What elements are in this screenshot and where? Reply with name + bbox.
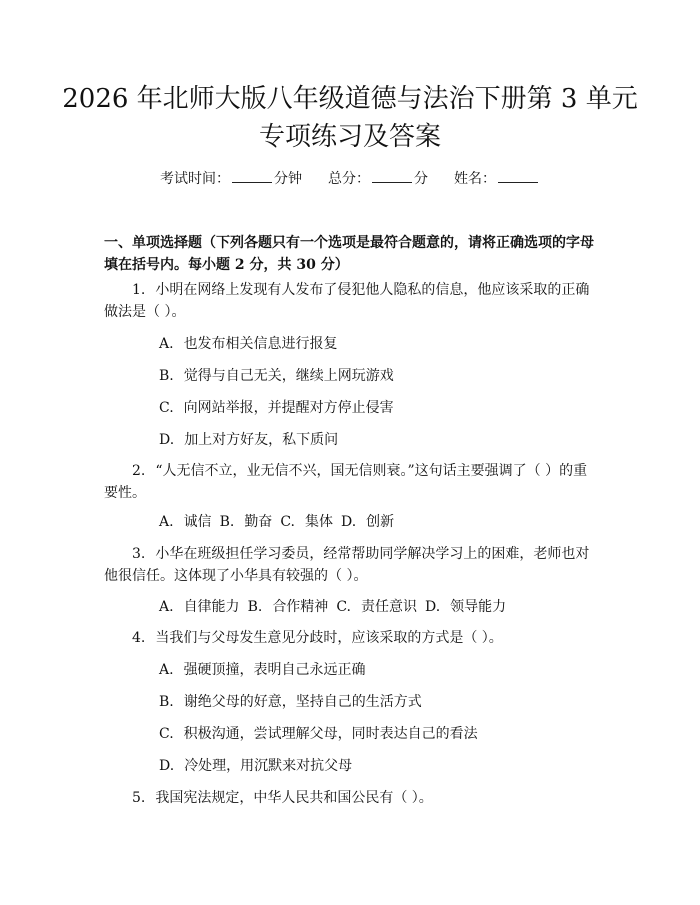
option-letter: C. xyxy=(280,514,295,530)
option-4a xyxy=(159,660,640,680)
option-letter: C. xyxy=(159,726,174,742)
option-text: 诚信 xyxy=(183,514,212,530)
option-4c xyxy=(159,724,640,744)
option-letter: B. xyxy=(159,368,174,384)
option-letter: D. xyxy=(424,599,441,615)
question-number: 4. xyxy=(132,630,146,646)
total-score xyxy=(328,170,428,188)
option-3a xyxy=(159,599,240,615)
option-1c xyxy=(159,398,640,418)
option-letter: A. xyxy=(159,514,174,530)
option-3b xyxy=(248,599,329,615)
option-3c xyxy=(336,599,417,615)
option-4b xyxy=(159,692,640,712)
question-number: 5. xyxy=(132,790,146,806)
total-score-label: 总分： xyxy=(328,171,370,187)
option-1d xyxy=(159,430,640,450)
option-letter: A. xyxy=(159,662,174,678)
option-text: 加上对方好友，私下质问 xyxy=(184,432,339,448)
exam-time-unit: 分钟 xyxy=(274,171,302,187)
option-1b xyxy=(159,366,640,386)
student-name xyxy=(454,170,540,188)
option-letter: C. xyxy=(336,599,351,615)
option-text: 谢绝父母的好意，坚持自己的生活方式 xyxy=(183,694,422,710)
options-3 xyxy=(159,597,640,617)
option-2d xyxy=(341,514,394,530)
question-text: “人无信不立，业无信不兴，国无信则衰。”这句话主要强调了（ ）的重要性。 xyxy=(104,463,588,501)
option-3d xyxy=(425,599,506,615)
question-text: 我国宪法规定，中华人民共和国公民有（ ）。 xyxy=(155,790,433,806)
option-1a xyxy=(159,334,640,354)
option-letter: B. xyxy=(159,694,174,710)
option-text: 勤奋 xyxy=(244,514,273,530)
question-number: 2. xyxy=(132,463,146,479)
option-letter: B. xyxy=(247,599,263,615)
option-2b xyxy=(220,514,273,530)
option-text: 也发布相关信息进行报复 xyxy=(183,336,338,352)
option-4d xyxy=(159,756,640,776)
question-2 xyxy=(104,460,596,504)
question-text: 小华在班级担任学习委员，经常帮助同学解决学习上的困难，老师也对他很信任。这体现了小华具有较强的（ ）。 xyxy=(104,546,590,584)
exam-time xyxy=(160,170,302,188)
question-4 xyxy=(104,627,596,649)
option-text: 自律能力 xyxy=(183,599,240,615)
exam-time-blank xyxy=(232,170,272,183)
question-text: 小明在网络上发现有人发布了侵犯他人隐私的信息，他应该采取的正确做法是（ ）。 xyxy=(104,282,590,320)
option-text: 创新 xyxy=(366,514,395,530)
option-2a xyxy=(159,514,212,530)
option-letter: A. xyxy=(159,336,174,352)
question-1 xyxy=(104,279,596,323)
option-text: 责任意识 xyxy=(360,599,417,615)
option-text: 觉得与自己无关，继续上网玩游戏 xyxy=(183,368,394,384)
option-text: 合作精神 xyxy=(272,599,329,615)
option-letter: B. xyxy=(219,514,235,530)
option-text: 积极沟通，尝试理解父母，同时表达自己的看法 xyxy=(183,726,478,742)
option-text: 向网站举报，并提醒对方停止侵害 xyxy=(183,400,394,416)
options-2 xyxy=(159,512,640,532)
question-text: 当我们与父母发生意见分歧时，应该采取的方式是（ ）。 xyxy=(155,630,503,646)
total-score-unit: 分 xyxy=(414,171,428,187)
question-5 xyxy=(104,787,596,809)
exam-info xyxy=(0,170,700,188)
option-text: 领导能力 xyxy=(450,599,507,615)
option-2c xyxy=(280,514,333,530)
option-letter: D. xyxy=(159,432,175,448)
section-heading: 一、单项选择题（下列各题只有一个选项是最符合题意的，请将正确选项的字母填在括号内。每小题 2 分，共 30 分） xyxy=(104,235,594,273)
question-number: 1. xyxy=(132,282,146,298)
option-letter: C. xyxy=(159,400,174,416)
document-title: 2026 年北师大版八年级道德与法治下册第 3 单元专项练习及答案 xyxy=(62,84,638,152)
question-3 xyxy=(104,543,596,587)
option-text: 强硬顶撞，表明自己永远正确 xyxy=(183,662,366,678)
question-number: 3. xyxy=(132,546,146,562)
option-text: 集体 xyxy=(304,514,333,530)
student-name-label: 姓名： xyxy=(454,171,496,187)
option-letter: A. xyxy=(159,599,174,615)
exam-time-label: 考试时间： xyxy=(160,171,230,187)
option-letter: D. xyxy=(340,514,357,530)
total-score-blank xyxy=(372,170,412,183)
option-text: 冷处理，用沉默来对抗父母 xyxy=(184,758,353,774)
student-name-blank xyxy=(498,170,538,183)
option-letter: D. xyxy=(159,758,175,774)
